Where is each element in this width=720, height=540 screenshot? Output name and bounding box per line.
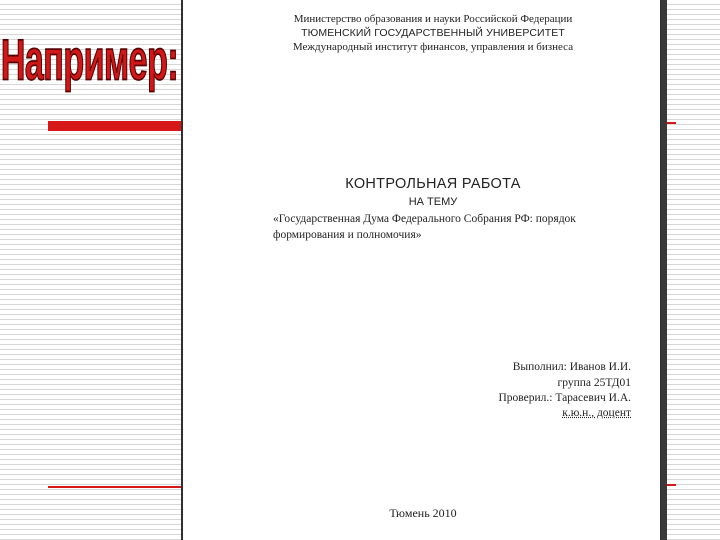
slide-heading: Например:: [0, 27, 179, 93]
title-page-document: [181, 0, 661, 540]
city-year: Тюмень 2010: [389, 506, 457, 520]
title-page-content: [183, 0, 663, 540]
institute-line: Международный институт финансов, управления и бизнеса: [292, 41, 574, 53]
group-number: группа 25ТД01: [557, 377, 631, 389]
checked-by: Проверил.: Тарасевич И.А.: [498, 392, 631, 404]
topic-line-2: формирования и полномочия»: [273, 229, 422, 241]
accent-bar: [48, 121, 183, 131]
ministry-line: Министерство образования и науки Российской Федерации: [293, 13, 573, 25]
academic-degree: к.ю.н., доцент: [562, 407, 631, 419]
topic-line-1: «Государственная Дума Федерального Собрания РФ: порядок: [273, 213, 576, 225]
university-line: ТЮМЕНСКИЙ ГОСУДАРСТВЕННЫЙ УНИВЕРСИТЕТ: [301, 27, 565, 39]
topic-label: НА ТЕМУ: [408, 196, 458, 208]
performed-by: Выполнил: Иванов И.И.: [512, 361, 631, 373]
accent-line-left: [48, 486, 183, 488]
work-type-title: КОНТРОЛЬНАЯ РАБОТА: [345, 176, 521, 192]
